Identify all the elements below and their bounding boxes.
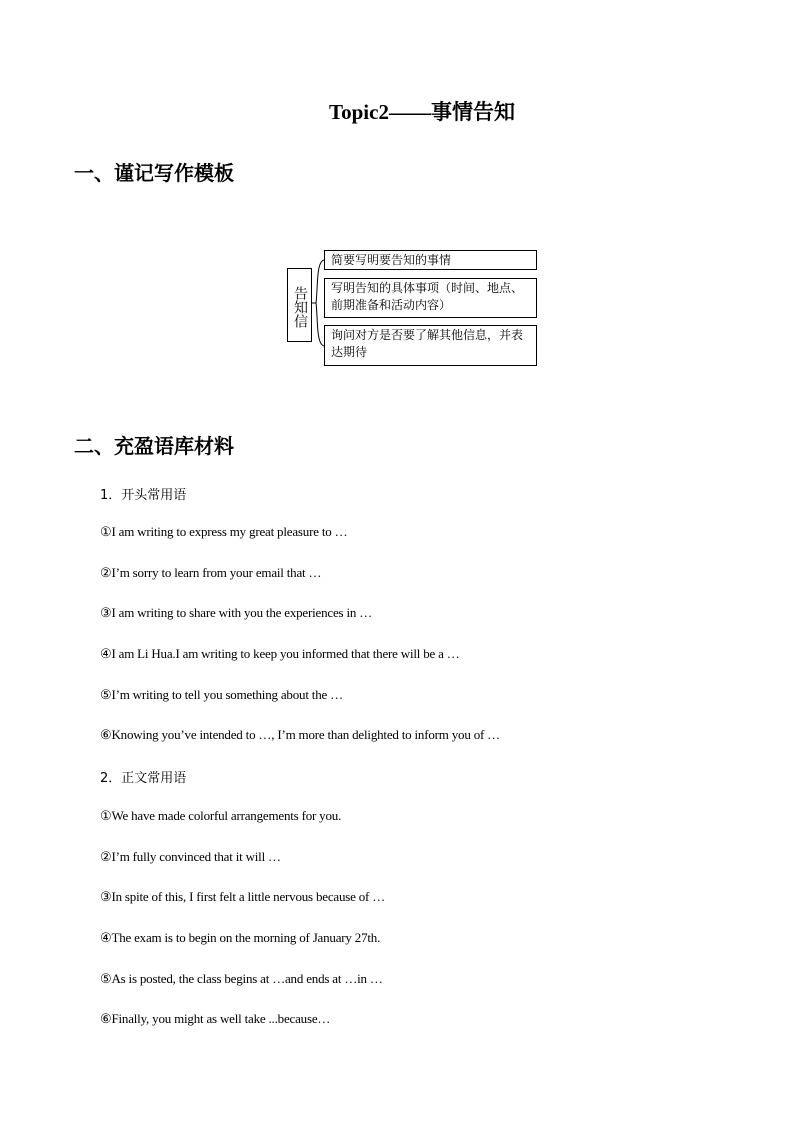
section-heading-template: 一、谨记写作模板 [74,161,234,185]
diagram-root-box: 告知信 [287,268,312,342]
page-title: Topic2——事情告知 [329,100,515,124]
list-item: ⑥Knowing you’ve intended to …, I’m more than delighted to inform you of … [100,727,500,742]
diagram-leaf-1: 简要写明要告知的事情 [324,250,537,270]
list-item: ③I am writing to share with you the experiences in … [100,605,373,620]
diagram-leaf-2: 写明告知的具体事项（时间、地点、前期准备和活动内容） [324,278,537,318]
list-item: ④The exam is to begin on the morning of January 27th. [100,930,381,945]
list-item: ⑤I’m writing to tell you something about the … [100,687,343,702]
group-label-opening: 1．开头常用语 [100,488,187,503]
group-label-body: 2．正文常用语 [100,771,187,786]
list-item: ④I am Li Hua.I am writing to keep you informed that there will be a … [100,646,460,661]
section-heading-materials: 二、充盈语库材料 [74,434,234,458]
list-item: ③In spite of this, I first felt a little nervous because of … [100,889,386,904]
list-item: ⑥Finally, you might as well take ...because… [100,1011,331,1026]
diagram-leaf-3: 询问对方是否要了解其他信息，并表达期待 [324,325,537,366]
list-item: ①I am writing to express my great pleasure to … [100,524,348,539]
template-diagram [286,248,540,368]
list-item: ②I’m sorry to learn from your email that … [100,565,322,580]
list-item: ①We have made colorful arrangements for you. [100,808,342,823]
list-item: ⑤As is posted, the class begins at …and ends at …in … [100,971,383,986]
list-item: ②I’m fully convinced that it will … [100,849,281,864]
